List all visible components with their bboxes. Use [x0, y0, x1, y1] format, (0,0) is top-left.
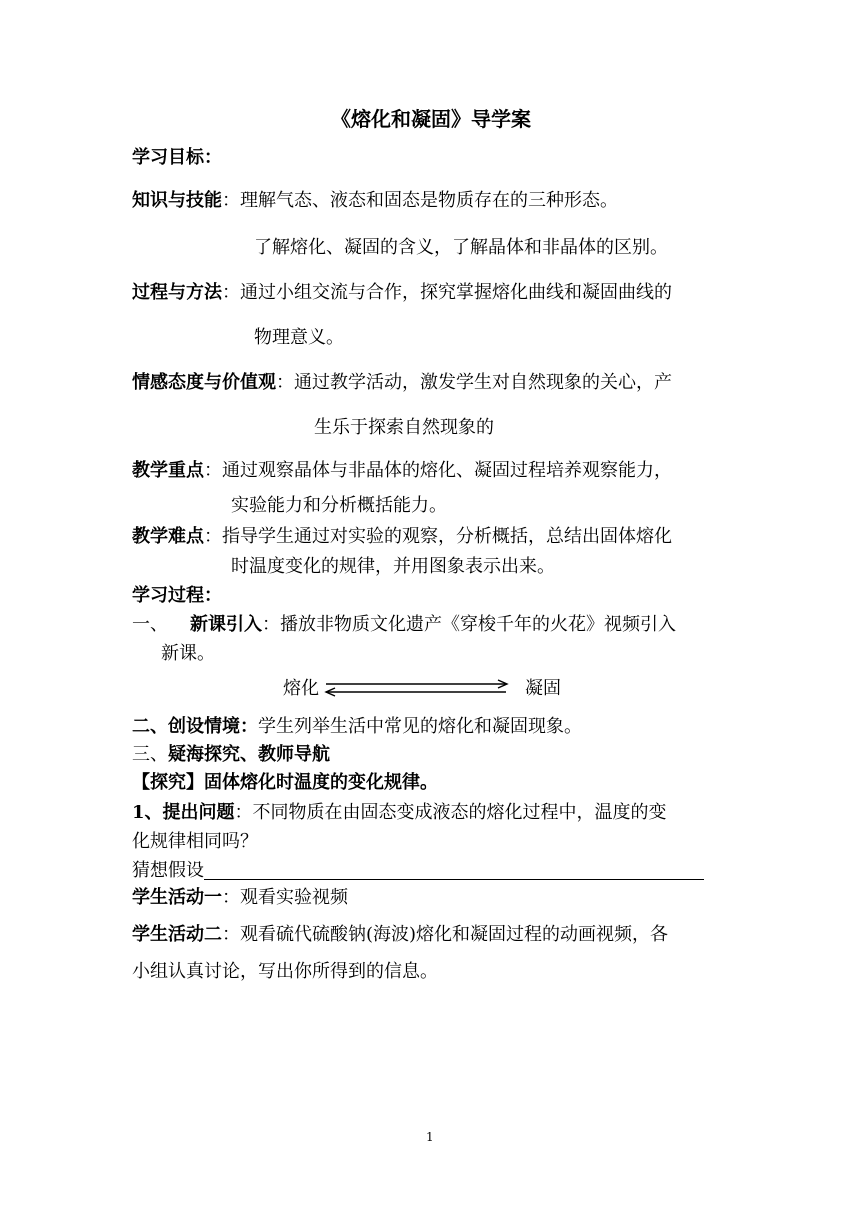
knowledge-label: 知识与技能	[132, 190, 222, 211]
question-line-2: 化规律相同吗？	[132, 831, 258, 852]
emotion-line-2: 生乐于探索自然现象的	[314, 417, 494, 438]
activity-1-text: ：观看实验视频	[222, 887, 348, 908]
question-line-1	[132, 801, 667, 825]
process-label: 过程与方法	[132, 282, 222, 303]
intro-line-1	[132, 613, 676, 637]
explore-topic: 【探究】固体熔化时温度的变化规律。	[132, 772, 438, 793]
activity-2-line-1	[132, 923, 668, 947]
knowledge-line-1	[132, 189, 618, 213]
key-point-line-1	[132, 459, 672, 483]
arrow-right-icon	[326, 680, 507, 688]
diagram-freezing-label: 凝固	[525, 678, 561, 699]
difficulty-text-1: ：指导学生通过对实验的观察，分析概括，总结出固体熔化	[204, 526, 672, 547]
hypothesis-line	[132, 859, 704, 883]
emotion-label: 情感态度与价值观	[132, 372, 276, 393]
scenario-line	[132, 715, 582, 739]
activity-2-label: 学生活动二	[132, 924, 222, 945]
intro-text-1: ：播放非物质文化遗产《穿梭千年的火花》视频引入	[262, 614, 676, 635]
process-heading: 学习过程：	[132, 585, 222, 606]
key-point-line-2: 实验能力和分析概括能力。	[231, 495, 447, 516]
knowledge-line-2: 了解熔化、凝固的含义，了解晶体和非晶体的区别。	[254, 237, 668, 258]
question-text-1: ：不同物质在由固态变成液态的熔化过程中，温度的变	[234, 802, 667, 823]
melt-freeze-arrows	[322, 678, 512, 700]
intro-label: 新课引入	[190, 614, 262, 635]
process-line-2: 物理意义。	[254, 327, 344, 348]
explore-number: 三、	[132, 744, 168, 765]
page-number: 1	[426, 1130, 434, 1144]
key-point-label: 教学重点	[132, 460, 204, 481]
key-point-text-1: ：通过观察晶体与非晶体的熔化、凝固过程培养观察能力，	[204, 460, 672, 481]
emotion-line-1	[132, 371, 672, 395]
activity-2-line-2: 小组认真讨论，写出你所得到的信息。	[132, 961, 438, 982]
explore-heading	[132, 743, 330, 767]
difficulty-label: 教学难点	[132, 526, 204, 547]
hypothesis-label: 猜想假设	[132, 860, 204, 881]
hypothesis-answer-blank[interactable]	[204, 861, 704, 880]
process-line-1	[132, 281, 672, 305]
difficulty-line-2: 时温度变化的规律，并用图象表示出来。	[231, 556, 555, 577]
goals-heading: 学习目标：	[132, 147, 222, 168]
scenario-label: 二、创设情境：	[132, 716, 258, 737]
activity-2-text-1: ：观看硫代硫酸钠(海波)熔化和凝固过程的动画视频，各	[222, 924, 669, 945]
process-text-1: ：通过小组交流与合作，探究掌握熔化曲线和凝固曲线的	[222, 282, 672, 303]
knowledge-text-1: ：理解气态、液态和固态是物质存在的三种形态。	[222, 190, 618, 211]
activity-1-line	[132, 886, 348, 910]
arrow-left-icon	[326, 688, 506, 696]
page-title: 《熔化和凝固》导学案	[331, 107, 531, 131]
intro-line-2: 新课。	[161, 643, 215, 664]
diagram-melting-label: 熔化	[283, 678, 319, 699]
intro-number: 一、	[132, 614, 168, 635]
explore-title: 疑海探究、教师导航	[168, 744, 330, 765]
difficulty-line-1	[132, 525, 672, 549]
activity-1-label: 学生活动一	[132, 887, 222, 908]
scenario-text: 学生列举生活中常见的熔化和凝固现象。	[258, 716, 582, 737]
question-label: 1、提出问题	[132, 802, 235, 823]
emotion-text-1: ：通过教学活动，激发学生对自然现象的关心，产	[276, 372, 672, 393]
